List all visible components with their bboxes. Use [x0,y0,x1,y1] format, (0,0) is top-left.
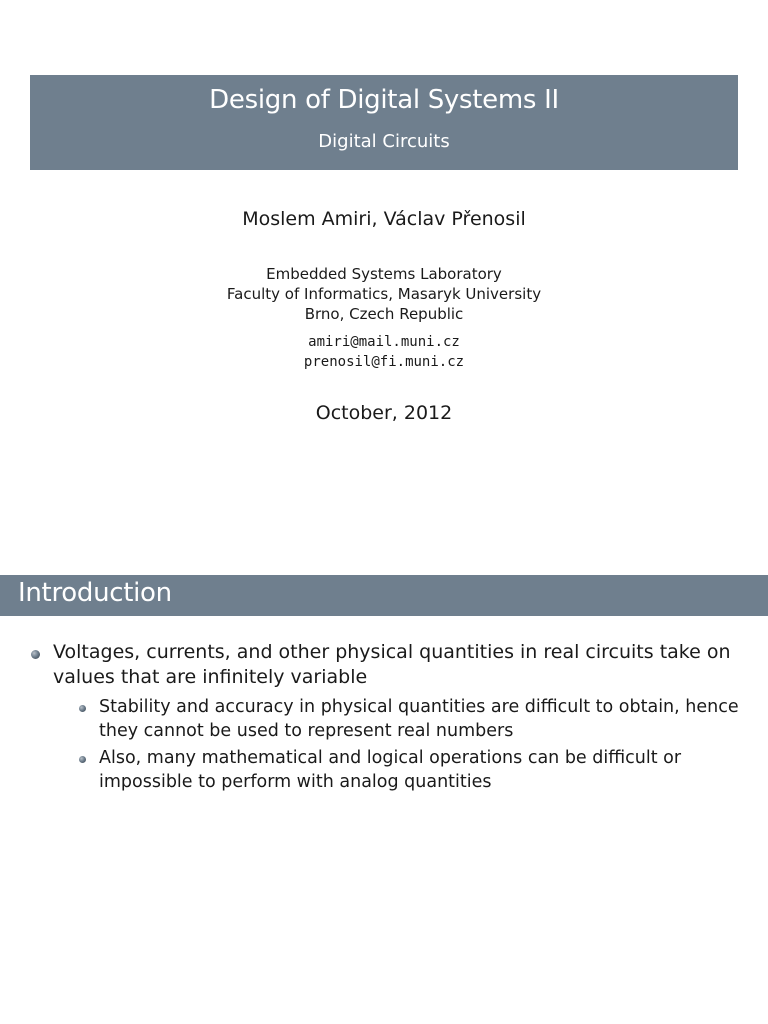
sub-list-item [99,746,759,794]
email-link[interactable]: amiri@mail.muni.cz [308,334,460,350]
presentation-subtitle: Digital Circuits [318,131,450,152]
email-link[interactable]: prenosil@fi.muni.cz [303,354,465,370]
list-item-line: Also, many mathematical and logical operations can be difficult or [99,748,682,768]
list-item-line: values that are infinitely variable [53,666,368,688]
institute-line: Faculty of Informatics, Masaryk University [226,285,542,303]
emails [0,332,768,372]
presentation-title: Design of Digital Systems II [209,85,559,115]
frame-title-bar [0,575,768,616]
list-item-line: Voltages, currents, and other physical quantities in real circuits take on [53,641,731,663]
institute-line: Brno, Czech Republic [304,305,464,323]
sub-list-item [99,695,759,743]
frame-title: Introduction [18,578,172,608]
list-item-line: they cannot be used to represent real numbers [99,721,514,741]
round-bullet-icon [79,756,86,763]
title-block [30,75,738,170]
list-item [53,640,753,690]
presentation-date: October, 2012 [315,402,453,424]
authors: Moslem Amiri, Václav Přenosil [242,208,526,230]
round-bullet-icon [79,705,86,712]
round-bullet-icon [31,650,40,659]
list-item-line: Stability and accuracy in physical quantities are difficult to obtain, hence [99,697,739,717]
institute-line: Embedded Systems Laboratory [266,265,502,283]
institute [0,264,768,324]
list-item-line: impossible to perform with analog quantities [99,772,492,792]
